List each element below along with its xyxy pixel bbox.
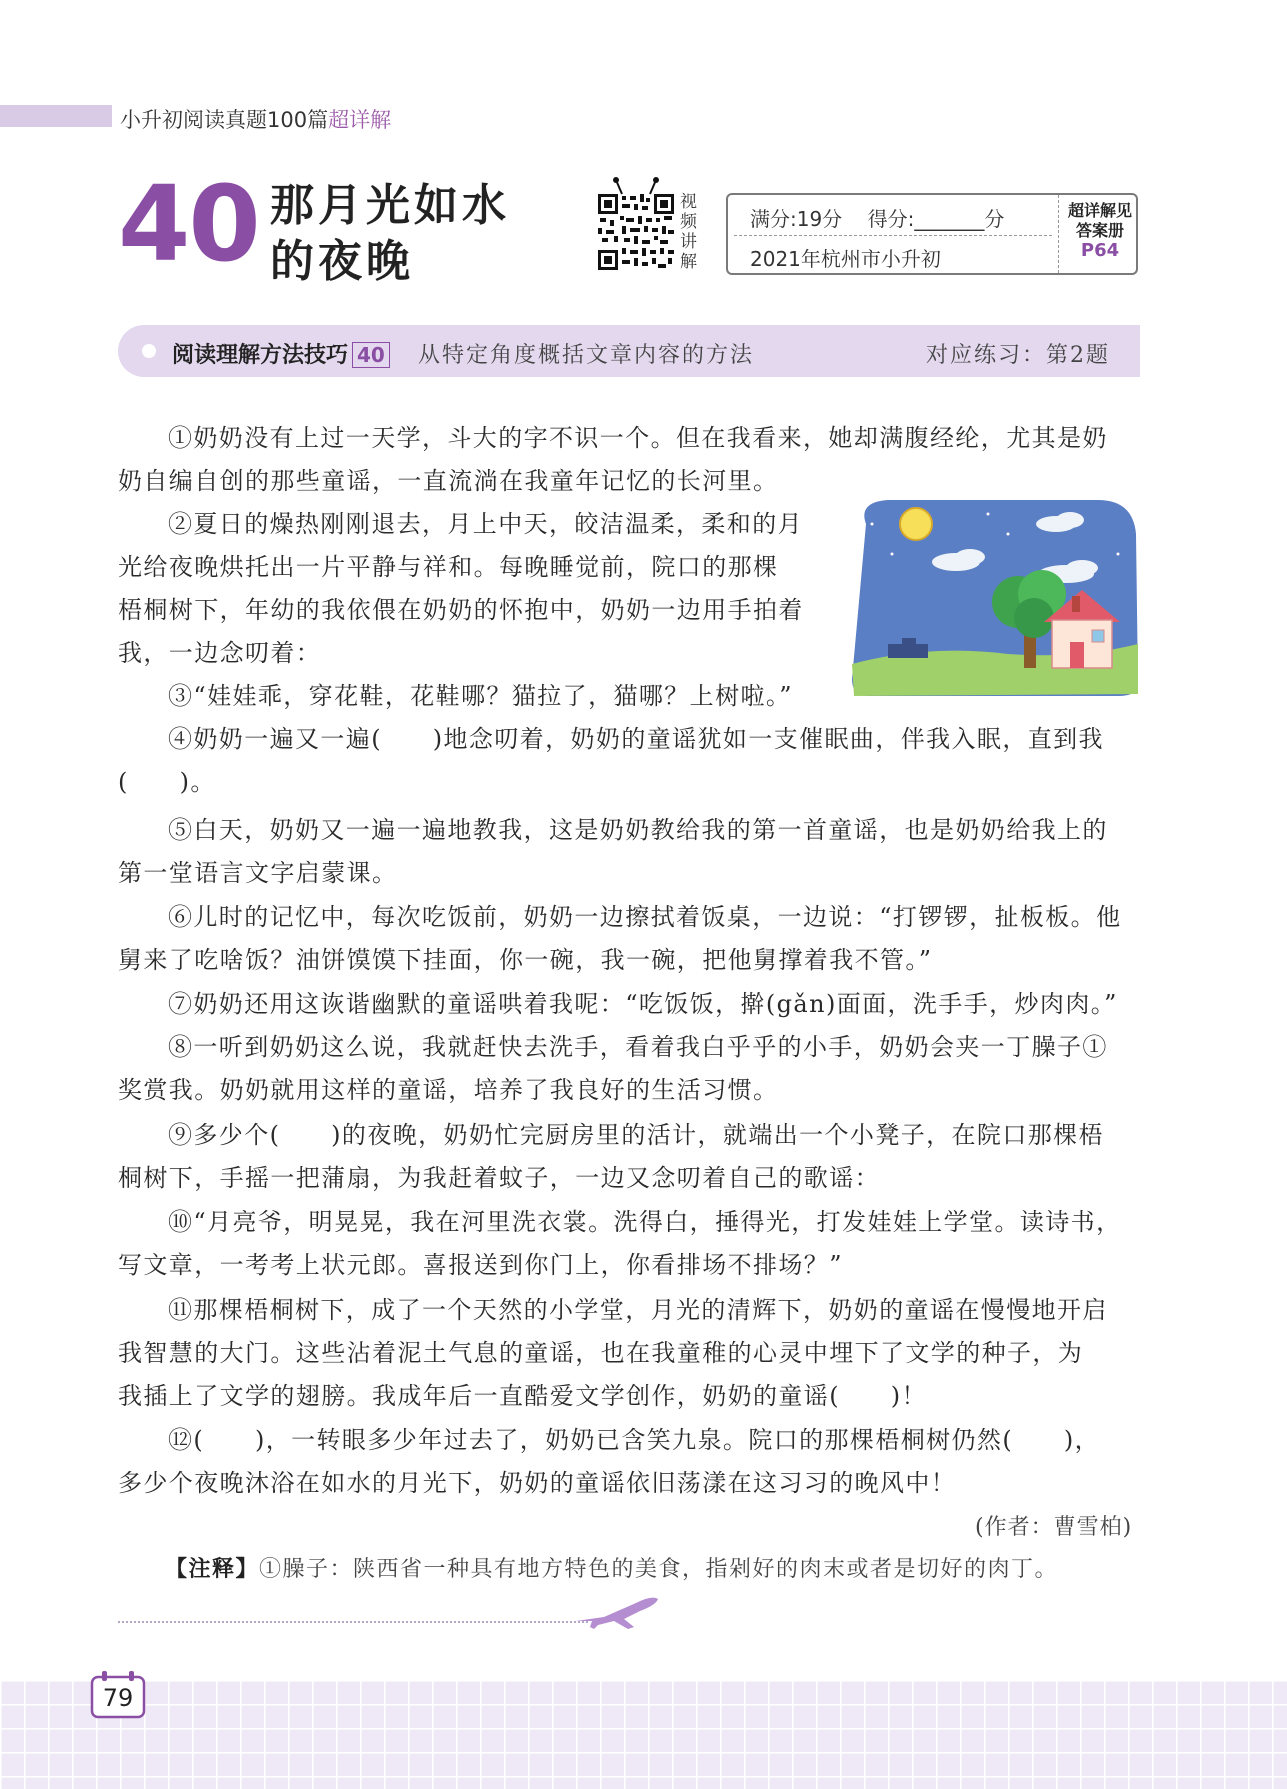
dotted-divider: [118, 1621, 588, 1623]
lesson-title: [270, 178, 510, 290]
book-title-main: 小升初阅读真题100篇: [120, 108, 329, 132]
passage-line: ⑧一听到奶奶这么说，我就赶快去洗手，看着我白乎乎的小手，奶奶会夹一丁臊子①: [168, 1033, 1108, 1061]
passage-line: 我，一边念叨着：: [118, 639, 322, 667]
passage-line: ②夏日的燥热刚刚退去，月上中天，皎洁温柔，柔和的月: [168, 510, 803, 538]
passage-line: ③“娃娃乖，穿花鞋，花鞋哪？猫拉了，猫哪？上树啦。”: [168, 682, 793, 710]
passage-line: ( )。: [118, 768, 216, 796]
exam-source: 2021年杭州市小升初: [750, 247, 941, 271]
footnote-text: ①臊子：陕西省一种具有地方特色的美食，指剁好的肉末或者是切好的肉丁。: [259, 1557, 1059, 1582]
qr-code-icon[interactable]: [596, 192, 676, 272]
answer-ref-page: P64: [1080, 240, 1120, 261]
lesson-title-line2: 的夜晚: [270, 236, 414, 287]
bullet-icon: [142, 344, 156, 358]
passage-line: ⑤白天，奶奶又一遍一遍地教我，这是奶奶教给我的第一首童谣，也是奶奶给我上的: [168, 816, 1108, 844]
passage-line: ④奶奶一遍又一遍( )地念叨着，奶奶的童谣犹如一支催眠曲，伴我入眠，直到我: [168, 725, 1104, 753]
footer-grid: [0, 1680, 1287, 1789]
passage-line: 奖赏我。奶奶就用这样的童谣，培养了我良好的生活习惯。: [118, 1076, 779, 1104]
score-vertical-divider: [1058, 195, 1059, 273]
qr-label-char: 讲: [680, 232, 697, 252]
passage-line: 奶自编自创的那些童谣，一直流淌在我童年记忆的长河里。: [118, 467, 779, 495]
passage-line: 第一堂语言文字启蒙课。: [118, 859, 398, 887]
book-title-highlight: 超详解: [328, 108, 392, 132]
method-bar: [118, 325, 1140, 377]
method-practice: 对应练习：第2题: [926, 343, 1110, 368]
qr-label-char: 视: [680, 192, 697, 212]
answer-ref-line1: 超详解见: [1067, 201, 1132, 220]
method-number: 40: [352, 342, 390, 368]
answer-reference: [1062, 201, 1138, 261]
passage-line: 梧桐树下，年幼的我依偎在奶奶的怀抱中，奶奶一边用手拍着: [118, 596, 804, 624]
passage-line: ⑨多少个( )的夜晚，奶奶忙完厨房里的活计，就端出一个小凳子，在院口那棵梧: [168, 1121, 1104, 1149]
passage-line: 光给夜晚烘托出一片平静与祥和。每晚睡觉前，院口的那棵: [118, 553, 779, 581]
header-bar: [0, 105, 112, 127]
passage-line: ⑫( )，一转眼多少年过去了，奶奶已含笑九泉。院口的那棵梧桐树仍然( )，: [168, 1426, 1101, 1454]
passage-line: 我智慧的大门。这些沾着泥土气息的童谣，也在我童稚的心灵中埋下了文学的种子，为: [118, 1339, 1084, 1367]
method-title-text: 阅读理解方法技巧: [172, 343, 349, 368]
passage-line: ⑩“月亮爷，明晃晃，我在河里洗衣裳。洗得白，捶得光，打发娃娃上学堂。读诗书，: [168, 1208, 1122, 1236]
airplane-icon: [574, 1591, 660, 1631]
passage-line: 写文章，一考考上状元郎。喜报送到你门上，你看排场不排场？”: [118, 1251, 843, 1279]
method-title: [172, 338, 390, 369]
night-house-illustration: [848, 494, 1140, 699]
passage-line: ⑥儿时的记忆中，每次吃饭前，奶奶一边擦拭着饭桌，一边说：“打锣锣，扯板板。他: [168, 903, 1122, 931]
passage-line: 舅来了吃啥饭？油饼馍馍下挂面，你一碗，我一碗，把他舅撑着我不管。”: [118, 946, 933, 974]
antenna-icon: [612, 176, 660, 196]
score-row: [750, 203, 1004, 232]
score-box: [726, 193, 1138, 275]
passage-line: 多少个夜晚沐浴在如水的月光下，奶奶的童谣依旧荡漾在这习习的晚风中！: [118, 1469, 957, 1497]
answer-ref-line2: 答案册: [1075, 221, 1124, 240]
passage-line: ①奶奶没有上过一天学，斗大的字不识一个。但在我看来，她却满腹经纶，尤其是奶: [168, 424, 1108, 452]
qr-video-label: [680, 192, 702, 272]
lesson-number: 40: [118, 163, 259, 285]
qr-label-char: 解: [680, 252, 697, 272]
method-description: 从特定角度概括文章内容的方法: [418, 343, 755, 368]
page-number: 79: [102, 1684, 134, 1712]
author-credit: (作者：曹雪柏): [975, 1515, 1133, 1540]
score-divider: [734, 235, 1052, 236]
footnote: [165, 1552, 1058, 1583]
passage-line: 桐树下，手摇一把蒲扇，为我赶着蚊子，一边又念叨着自己的歌谣：: [118, 1164, 880, 1192]
passage-line: ⑪那棵梧桐树下，成了一个天然的小学堂，月光的清辉下，奶奶的童谣在慢慢地开启: [168, 1296, 1108, 1324]
footnote-label: 【注释】: [165, 1557, 260, 1582]
passage-line: 我插上了文学的翅膀。我成年后一直酷爱文学创作，奶奶的童谣( )！: [118, 1382, 927, 1410]
got-score: 得分:_______分: [867, 207, 1005, 231]
lesson-title-line1: 那月光如水: [270, 180, 510, 231]
full-score: 满分:19分: [750, 207, 843, 231]
qr-label-char: 频: [680, 212, 697, 232]
book-title: [120, 104, 391, 134]
passage-line: ⑦奶奶还用这诙谐幽默的童谣哄着我呢：“吃饭饭，擀(gǎn)面面，洗手手，炒肉肉。”: [168, 990, 1118, 1018]
